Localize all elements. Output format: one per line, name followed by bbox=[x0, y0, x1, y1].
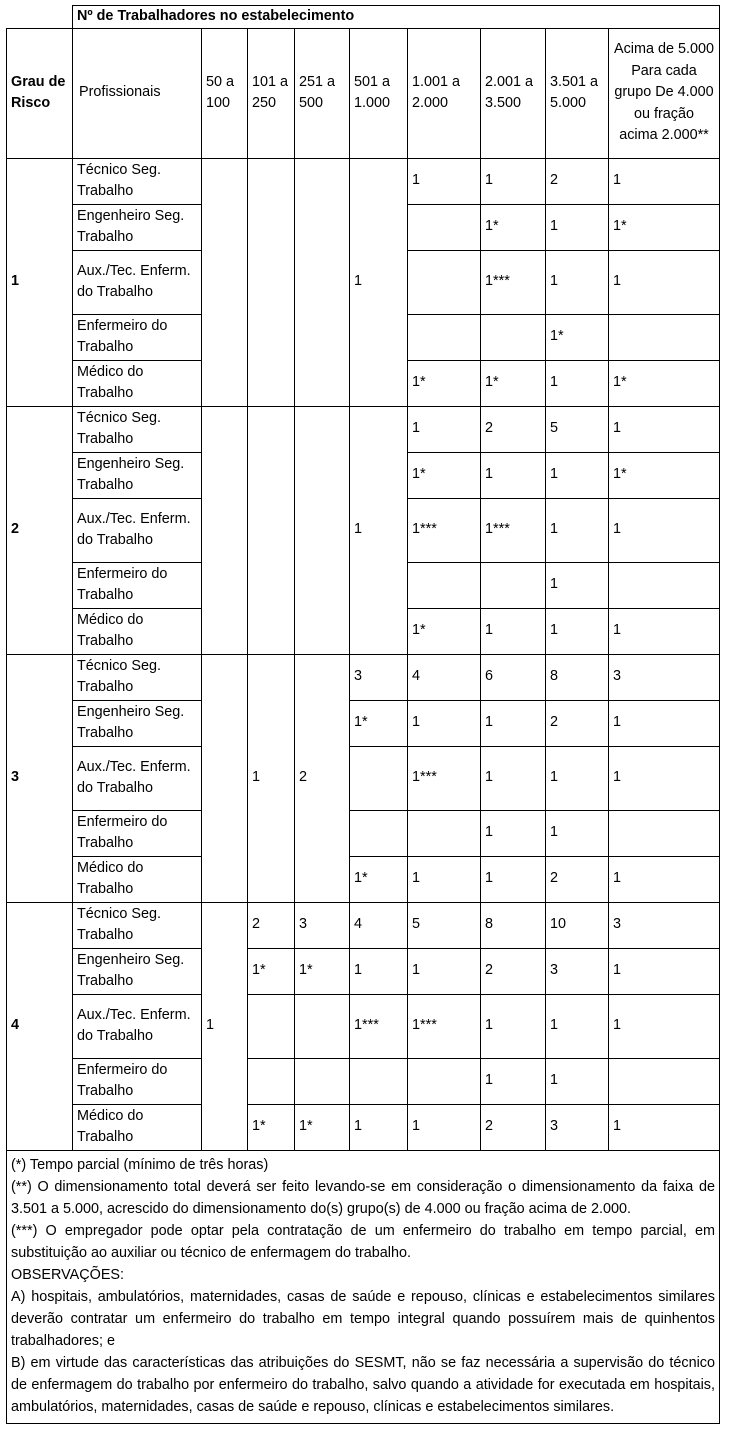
footnote-double-asterisk: (**) O dimensionamento total deverá ser feito levando-se em consideração o dimensionamento da faixa de 3.501 a 5.000, acrescido do dimensionamento do(s) grupo(s) de 4.000 ou fração acima de 2.000. bbox=[11, 1178, 715, 1217]
value-cell: 3 bbox=[546, 1104, 609, 1150]
value-cell: 1*** bbox=[350, 994, 408, 1058]
value-cell: 3 bbox=[609, 902, 720, 948]
grau-1-label: 1 bbox=[7, 158, 73, 406]
grau-2-label: 2 bbox=[7, 406, 73, 654]
value-cell: 1 bbox=[546, 810, 609, 856]
profissional-cell: Engenheiro Seg. Trabalho bbox=[73, 204, 202, 250]
profissional-cell: Aux./Tec. Enferm. do Trabalho bbox=[73, 994, 202, 1058]
profissional-cell: Engenheiro Seg. Trabalho bbox=[73, 452, 202, 498]
value-cell: 1 bbox=[546, 746, 609, 810]
header-grau-de-risco: Grau de Risco bbox=[7, 28, 73, 158]
value-cell: 1 bbox=[609, 856, 720, 902]
value-cell: 2 bbox=[546, 856, 609, 902]
grau-2-c2 bbox=[248, 406, 295, 654]
profissional-cell: Médico do Trabalho bbox=[73, 1104, 202, 1150]
value-cell: 1 bbox=[481, 700, 546, 746]
grau-3-c2: 1 bbox=[248, 654, 295, 902]
value-cell bbox=[408, 810, 481, 856]
value-cell: 1* bbox=[481, 360, 546, 406]
value-cell: 1 bbox=[408, 406, 481, 452]
value-cell: 6 bbox=[481, 654, 546, 700]
observacao-a: A) hospitais, ambulatórios, maternidades, casas de saúde e repouso, clínicas e estabelecimentos similares deverão contratar um enfermeiro do trabalho em tempo integral quando possuírem mais de quinhentos trabalhadores; e bbox=[11, 1288, 715, 1349]
value-cell: 1 bbox=[609, 406, 720, 452]
value-cell: 2 bbox=[481, 406, 546, 452]
value-cell: 1 bbox=[350, 948, 408, 994]
value-cell: 1 bbox=[609, 498, 720, 562]
profissional-cell: Engenheiro Seg. Trabalho bbox=[73, 700, 202, 746]
value-cell: 1* bbox=[350, 856, 408, 902]
grau-3-c3: 2 bbox=[295, 654, 350, 902]
value-cell: 1 bbox=[609, 608, 720, 654]
value-cell: 5 bbox=[408, 902, 481, 948]
profissional-cell: Técnico Seg. Trabalho bbox=[73, 654, 202, 700]
value-cell: 3 bbox=[546, 948, 609, 994]
value-cell: 1 bbox=[481, 158, 546, 204]
header-acima-de-5000: Acima de 5.000 Para cada grupo De 4.000 ou fração acima 2.000** bbox=[609, 28, 720, 158]
value-cell: 1 bbox=[546, 608, 609, 654]
value-cell: 1 bbox=[609, 700, 720, 746]
table-title: Nº de Trabalhadores no estabelecimento bbox=[73, 6, 720, 29]
value-cell: 1*** bbox=[408, 746, 481, 810]
value-cell: 2 bbox=[546, 700, 609, 746]
header-50-a-100: 50 a 100 bbox=[202, 28, 248, 158]
value-cell: 2 bbox=[481, 948, 546, 994]
value-cell: 1 bbox=[481, 452, 546, 498]
header-101-a-250: 101 a 250 bbox=[248, 28, 295, 158]
footnote-triple-asterisk: (***) O empregador pode optar pela contratação de um enfermeiro do trabalho em tempo parcial, em substituição ao auxiliar ou técnico de enfermagem do trabalho. bbox=[11, 1222, 715, 1261]
value-cell bbox=[295, 994, 350, 1058]
value-cell: 1 bbox=[408, 1104, 481, 1150]
empty-corner bbox=[7, 6, 73, 29]
value-cell bbox=[408, 1058, 481, 1104]
profissional-cell: Aux./Tec. Enferm. do Trabalho bbox=[73, 250, 202, 314]
profissional-cell: Técnico Seg. Trabalho bbox=[73, 406, 202, 452]
value-cell bbox=[350, 746, 408, 810]
value-cell bbox=[408, 250, 481, 314]
value-cell: 4 bbox=[408, 654, 481, 700]
value-cell: 1* bbox=[350, 700, 408, 746]
profissional-cell: Aux./Tec. Enferm. do Trabalho bbox=[73, 498, 202, 562]
grau-2-c4: 1 bbox=[350, 406, 408, 654]
value-cell: 1 bbox=[408, 948, 481, 994]
value-cell bbox=[609, 314, 720, 360]
grau-1-c1 bbox=[202, 158, 248, 406]
value-cell: 1 bbox=[408, 856, 481, 902]
value-cell: 1 bbox=[408, 158, 481, 204]
header-1001-a-2000: 1.001 a 2.000 bbox=[408, 28, 481, 158]
value-cell: 1* bbox=[609, 452, 720, 498]
value-cell: 1*** bbox=[481, 498, 546, 562]
value-cell: 3 bbox=[609, 654, 720, 700]
value-cell bbox=[350, 1058, 408, 1104]
value-cell: 1 bbox=[546, 360, 609, 406]
value-cell: 2 bbox=[248, 902, 295, 948]
value-cell: 1 bbox=[609, 158, 720, 204]
value-cell: 1* bbox=[248, 1104, 295, 1150]
value-cell: 10 bbox=[546, 902, 609, 948]
value-cell: 1 bbox=[481, 856, 546, 902]
value-cell: 1 bbox=[481, 1058, 546, 1104]
value-cell: 1 bbox=[546, 452, 609, 498]
value-cell: 1* bbox=[408, 360, 481, 406]
value-cell: 5 bbox=[546, 406, 609, 452]
value-cell: 1 bbox=[546, 562, 609, 608]
footnotes-cell bbox=[7, 1150, 720, 1423]
profissional-cell: Técnico Seg. Trabalho bbox=[73, 902, 202, 948]
grau-1-c2 bbox=[248, 158, 295, 406]
value-cell: 1 bbox=[546, 994, 609, 1058]
value-cell bbox=[609, 810, 720, 856]
value-cell bbox=[609, 1058, 720, 1104]
footnote-single-asterisk: (*) Tempo parcial (mínimo de três horas) bbox=[11, 1156, 269, 1173]
value-cell: 1*** bbox=[481, 250, 546, 314]
value-cell: 1 bbox=[609, 994, 720, 1058]
value-cell bbox=[248, 994, 295, 1058]
value-cell: 1* bbox=[295, 948, 350, 994]
value-cell: 1* bbox=[481, 204, 546, 250]
sesmt-table-container bbox=[6, 5, 719, 1424]
value-cell: 1 bbox=[609, 948, 720, 994]
value-cell: 3 bbox=[350, 654, 408, 700]
value-cell: 1 bbox=[481, 994, 546, 1058]
observacao-b: B) em virtude das características das atribuições do SESMT, não se faz necessária a supervisão do técnico de enfermagem do trabalho por enfermeiro do trabalho, salvo quando a atividade for executada em hospitais, ambulatórios, maternidades, casas de saúde e repouso, clínicas e estabelecimentos similares. bbox=[11, 1354, 715, 1415]
value-cell: 2 bbox=[546, 158, 609, 204]
header-3501-a-5000: 3.501 a 5.000 bbox=[546, 28, 609, 158]
value-cell: 1* bbox=[408, 452, 481, 498]
profissional-cell: Enfermeiro do Trabalho bbox=[73, 562, 202, 608]
value-cell: 1 bbox=[408, 700, 481, 746]
value-cell bbox=[481, 562, 546, 608]
header-251-a-500: 251 a 500 bbox=[295, 28, 350, 158]
value-cell: 1* bbox=[408, 608, 481, 654]
value-cell: 1 bbox=[609, 250, 720, 314]
header-2001-a-3500: 2.001 a 3.500 bbox=[481, 28, 546, 158]
sesmt-dimensioning-table bbox=[6, 5, 720, 1424]
grau-1-c3 bbox=[295, 158, 350, 406]
value-cell bbox=[609, 562, 720, 608]
value-cell: 8 bbox=[546, 654, 609, 700]
value-cell: 1* bbox=[609, 360, 720, 406]
value-cell: 1 bbox=[609, 1104, 720, 1150]
grau-2-c3 bbox=[295, 406, 350, 654]
grau-2-c1 bbox=[202, 406, 248, 654]
profissional-cell: Médico do Trabalho bbox=[73, 608, 202, 654]
profissional-cell: Técnico Seg. Trabalho bbox=[73, 158, 202, 204]
value-cell: 1* bbox=[546, 314, 609, 360]
value-cell: 1 bbox=[546, 204, 609, 250]
observacoes-heading: OBSERVAÇÕES: bbox=[11, 1266, 125, 1283]
grau-3-c1 bbox=[202, 654, 248, 902]
value-cell: 1 bbox=[481, 810, 546, 856]
profissional-cell: Médico do Trabalho bbox=[73, 856, 202, 902]
value-cell: 1 bbox=[546, 250, 609, 314]
grau-4-label: 4 bbox=[7, 902, 73, 1150]
profissional-cell: Médico do Trabalho bbox=[73, 360, 202, 406]
value-cell bbox=[408, 204, 481, 250]
profissional-cell: Engenheiro Seg. Trabalho bbox=[73, 948, 202, 994]
profissional-cell: Aux./Tec. Enferm. do Trabalho bbox=[73, 746, 202, 810]
value-cell: 2 bbox=[481, 1104, 546, 1150]
value-cell: 1* bbox=[248, 948, 295, 994]
profissional-cell: Enfermeiro do Trabalho bbox=[73, 1058, 202, 1104]
value-cell: 1* bbox=[609, 204, 720, 250]
profissional-cell: Enfermeiro do Trabalho bbox=[73, 810, 202, 856]
grau-1-c4: 1 bbox=[350, 158, 408, 406]
value-cell bbox=[408, 562, 481, 608]
value-cell: 8 bbox=[481, 902, 546, 948]
value-cell: 1 bbox=[481, 746, 546, 810]
value-cell: 3 bbox=[295, 902, 350, 948]
header-profissionais: Profissionais bbox=[73, 28, 202, 158]
profissional-cell: Enfermeiro do Trabalho bbox=[73, 314, 202, 360]
value-cell bbox=[248, 1058, 295, 1104]
value-cell: 1 bbox=[609, 746, 720, 810]
value-cell bbox=[295, 1058, 350, 1104]
value-cell: 1*** bbox=[408, 498, 481, 562]
value-cell bbox=[481, 314, 546, 360]
grau-4-c1: 1 bbox=[202, 902, 248, 1150]
grau-3-label: 3 bbox=[7, 654, 73, 902]
value-cell: 1 bbox=[350, 1104, 408, 1150]
value-cell bbox=[408, 314, 481, 360]
value-cell: 1 bbox=[481, 608, 546, 654]
value-cell: 1* bbox=[295, 1104, 350, 1150]
value-cell: 1*** bbox=[408, 994, 481, 1058]
value-cell: 1 bbox=[546, 1058, 609, 1104]
value-cell bbox=[350, 810, 408, 856]
header-501-a-1000: 501 a 1.000 bbox=[350, 28, 408, 158]
value-cell: 4 bbox=[350, 902, 408, 948]
value-cell: 1 bbox=[546, 498, 609, 562]
